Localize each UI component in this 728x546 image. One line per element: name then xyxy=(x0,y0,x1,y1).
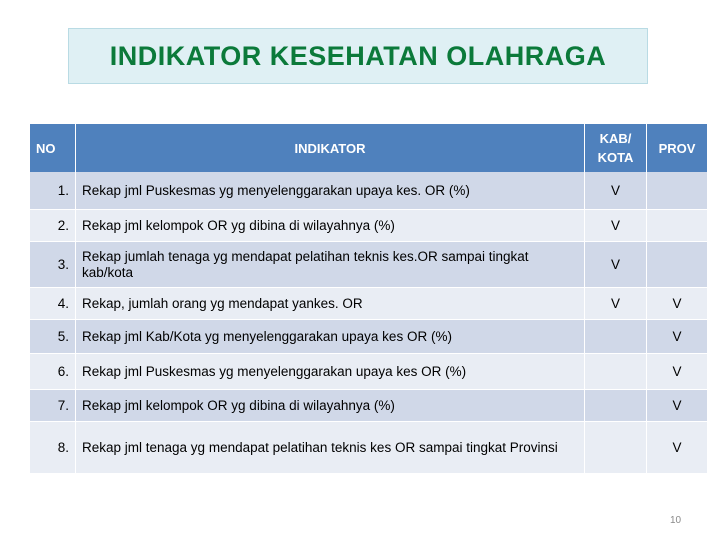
row-kab-kota-mark xyxy=(585,422,647,474)
row-indicator-text: Rekap, jumlah orang yg mendapat yankes. OR xyxy=(76,288,585,320)
row-number: 8. xyxy=(30,422,76,474)
table-row xyxy=(30,210,707,242)
table-row xyxy=(30,172,707,210)
header-prov: PROV xyxy=(647,124,707,172)
table-row xyxy=(30,390,707,422)
row-prov-mark: V xyxy=(647,354,707,390)
header-indikator: INDIKATOR xyxy=(76,124,585,172)
row-number: 1. xyxy=(30,172,76,210)
header-kab-kota xyxy=(585,124,647,172)
row-kab-kota-mark: V xyxy=(585,210,647,242)
table-row xyxy=(30,354,707,390)
row-prov-mark: V xyxy=(647,288,707,320)
table-row xyxy=(30,320,707,354)
row-indicator-text: Rekap jml Puskesmas yg menyelenggarakan upaya kes OR (%) xyxy=(76,354,585,390)
row-indicator-text: Rekap jml tenaga yg mendapat pelatihan teknis kes OR sampai tingkat Provinsi xyxy=(76,422,585,474)
row-prov-mark xyxy=(647,210,707,242)
row-number: 6. xyxy=(30,354,76,390)
header-no: NO xyxy=(30,124,76,172)
row-number: 2. xyxy=(30,210,76,242)
page-title: INDIKATOR KESEHATAN OLAHRAGA xyxy=(109,40,607,71)
row-indicator-text: Rekap jml Puskesmas yg menyelenggarakan upaya kes. OR (%) xyxy=(76,172,585,210)
row-indicator-text: Rekap jml Kab/Kota yg menyelenggarakan upaya kes OR (%) xyxy=(76,320,585,354)
row-kab-kota-mark xyxy=(585,320,647,354)
title-box xyxy=(68,28,648,84)
row-prov-mark xyxy=(647,242,707,288)
row-indicator-text: Rekap jml kelompok OR yg dibina di wilayahnya (%) xyxy=(76,210,585,242)
header-kab-line1: KAB/ xyxy=(599,131,632,146)
row-prov-mark: V xyxy=(647,320,707,354)
row-kab-kota-mark: V xyxy=(585,288,647,320)
row-prov-mark xyxy=(647,172,707,210)
row-kab-kota-mark xyxy=(585,354,647,390)
row-prov-mark: V xyxy=(647,422,707,474)
table-row xyxy=(30,422,707,474)
row-number: 5. xyxy=(30,320,76,354)
row-kab-kota-mark xyxy=(585,390,647,422)
table-header-row xyxy=(30,124,707,172)
row-number: 4. xyxy=(30,288,76,320)
table-row xyxy=(30,242,707,288)
page-number: 10 xyxy=(670,515,682,526)
row-kab-kota-mark: V xyxy=(585,172,647,210)
row-number: 3. xyxy=(30,242,76,288)
row-indicator-text: Rekap jumlah tenaga yg mendapat pelatihan teknis kes.OR sampai tingkat kab/kota xyxy=(76,242,585,288)
row-kab-kota-mark: V xyxy=(585,242,647,288)
header-kab-line2: KOTA xyxy=(597,150,634,165)
row-number: 7. xyxy=(30,390,76,422)
row-prov-mark: V xyxy=(647,390,707,422)
indicator-table xyxy=(30,124,707,474)
table-row xyxy=(30,288,707,320)
row-indicator-text: Rekap jml kelompok OR yg dibina di wilayahnya (%) xyxy=(76,390,585,422)
